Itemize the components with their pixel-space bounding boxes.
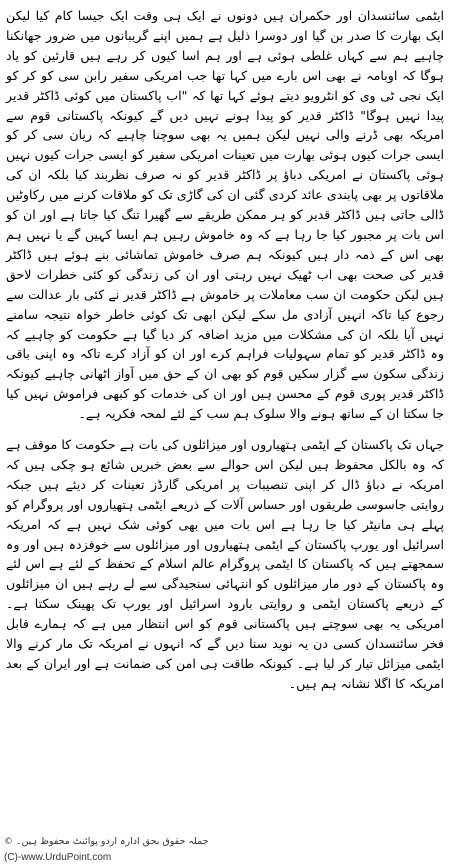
website-credit: (C)-www.UrduPoint.com (4, 852, 112, 863)
article-paragraph-1: ایٹمی سائنسدان اور حکمران ہیں دونوں نے ایک ہی وقت ایک جیسا کام کیا لیکن ایک بھارت کا صدر بن گیا اور دوسرا ذلیل ہے ہمیں اپنے گریبانوں میں ضرور جھانکنا چاہیے ہم سے کہاں غلطی ہوئی ہے اور ہم اسا کیوں کر رہے ہیں قارئین کو یاد ہوگا کہ اوبامہ نے بھی اس بارے میں کہا تھا جب امریکی سفیر رابن سی کو کر کو ایک نجی ٹی وی کو انٹرویو دیتے ہوئے کہا تھا کہ "اب پاکستان میں کوئی ڈاکٹر قدیر پیدا نہیں ہوگا" ڈاکٹر قدیر کو پیدا ہونے نہیں دیں گے کیونکہ پاکستانی قوم سے امریکہ بھی ڈرنے والی نہیں لیکن ہمیں یہ بھی سوچنا چاہیے کہ ریان سی کر کو ایسی جرات کیوں ہوئی بھارت میں تعینات امریکی سفیر کو ایسی جرات کیوں نہیں ہوئی پاکستان نے امریکی دباؤ پر ڈاکٹر قدیر کو نہ صرف نظربند کیا بلکہ ان کی ملاقاتوں پر بھی پابندی عائد کردی گئی ان کی گاڑی تک کو ملاقات کرنے میں رکاوٹیں ڈالی جاتی ہیں ڈاکٹر قدیر کو ہر ممکن طریقے سے گھیرا تنگ کیا جاتا ہے اور ان کو اس بات پر مجبور کیا جا رہا ہے کہ وہ خاموش رہیں ہم ایسا کہیں گے یا نہیں ہم بھی اس کے ذمہ دار ہیں کیونکہ ہم صرف خاموش تماشائی بنے ہوئے ہیں ڈاکٹر قدیر کی صحت بھی اب ٹھیک نہیں رہتی اور ان کی زندگی کو کئی خطرات لاحق ہیں لیکن حکومت ان سب معاملات پر خاموش ہے ڈاکٹر قدیر نے کئی بار عدالت سے رجوع کیا تاکہ انہیں آزادی مل سکے لیکن ابھی تک کوئی خاطر خواہ نتیجہ سامنے نہیں آیا بلکہ ان کی مشکلات میں مزید اضافہ کر دیا گیا ہے حکومت کو چاہیے کہ وہ ڈاکٹر قدیر کو تمام سہولیات فراہم کرے اور ان کو آزاد کرے تاکہ وہ اپنی باقی زندگی سکون سے گزار سکیں قوم کو بھی ان کے حق میں آواز اٹھانی چاہیے کیونکہ ڈاکٹر قدیر پوری قوم کے محسن ہیں اور ان کی خدمات کو کبھی فراموش نہیں کیا جا سکتا ان کے ساتھ ہونے والا سلوک ہم سب کے لئے لمحہ فکریہ ہے۔ (6, 8, 444, 422)
article-body (6, 6, 444, 694)
copyright-text: جملہ حقوق بحق ادارہ اردو پوائنٹ محفوظ ہیں۔ (15, 836, 209, 847)
copyright-notice (4, 836, 208, 848)
copyright-symbol: © (4, 837, 13, 847)
paragraph-spacer (6, 424, 444, 435)
article-paragraph-2: جہاں تک پاکستان کے ایٹمی ہتھیاروں اور میزائلوں کی بات ہے حکومت کا موقف ہے کہ وہ بالکل محفوظ ہیں لیکن اس حوالے سے بعض خبریں شائع ہو چکی ہیں کہ امریکہ نے دباؤ ڈال کر اپنی تنصیبات پر امریکی گارڈز تعینات کر دیئے ہیں جبکہ روایتی جاسوسی طریقوں اور حساس آلات کے ذریعے ایٹمی ہتھیاروں اور پروگرام کو پہلے ہی مانیٹر کیا جا رہا ہے اس بات میں بھی کوئی شک نہیں ہے کہ امریکہ اسرائیل اور یورپ پاکستان کے ایٹمی ہتھیاروں اور میزائلوں سے خوفزدہ ہیں اور وہ سمجھتے ہیں کہ پاکستان کا ایٹمی پروگرام عالم اسلام کے تحفظ کے لئے ہے اس لئے وہ پاکستان کے دور مار میزائلوں کو انتہائی سنجیدگی سے لے رہے ہیں ان میزائلوں کے ذریعے پاکستان ایٹمی و روایتی بارود اسرائیل اور یورپ تک پھینک سکتا ہے۔ امریکی یہ بھی سوچتے ہیں پاکستانی قوم کو اس انتظار میں ہے کہ ہمارے قابل فخر سائنسدان کسی دن یہ نوید سنا دیں گے کہ انہوں نے امریکہ تک مار کرنے والا ایٹمی میزائل تیار کر لیا ہے۔ کیونکہ طاقت ہی امن کی ضمانت ہے اور ایران کے بعد امریکہ کا اگلا نشانہ ہم ہیں۔ (6, 437, 444, 691)
